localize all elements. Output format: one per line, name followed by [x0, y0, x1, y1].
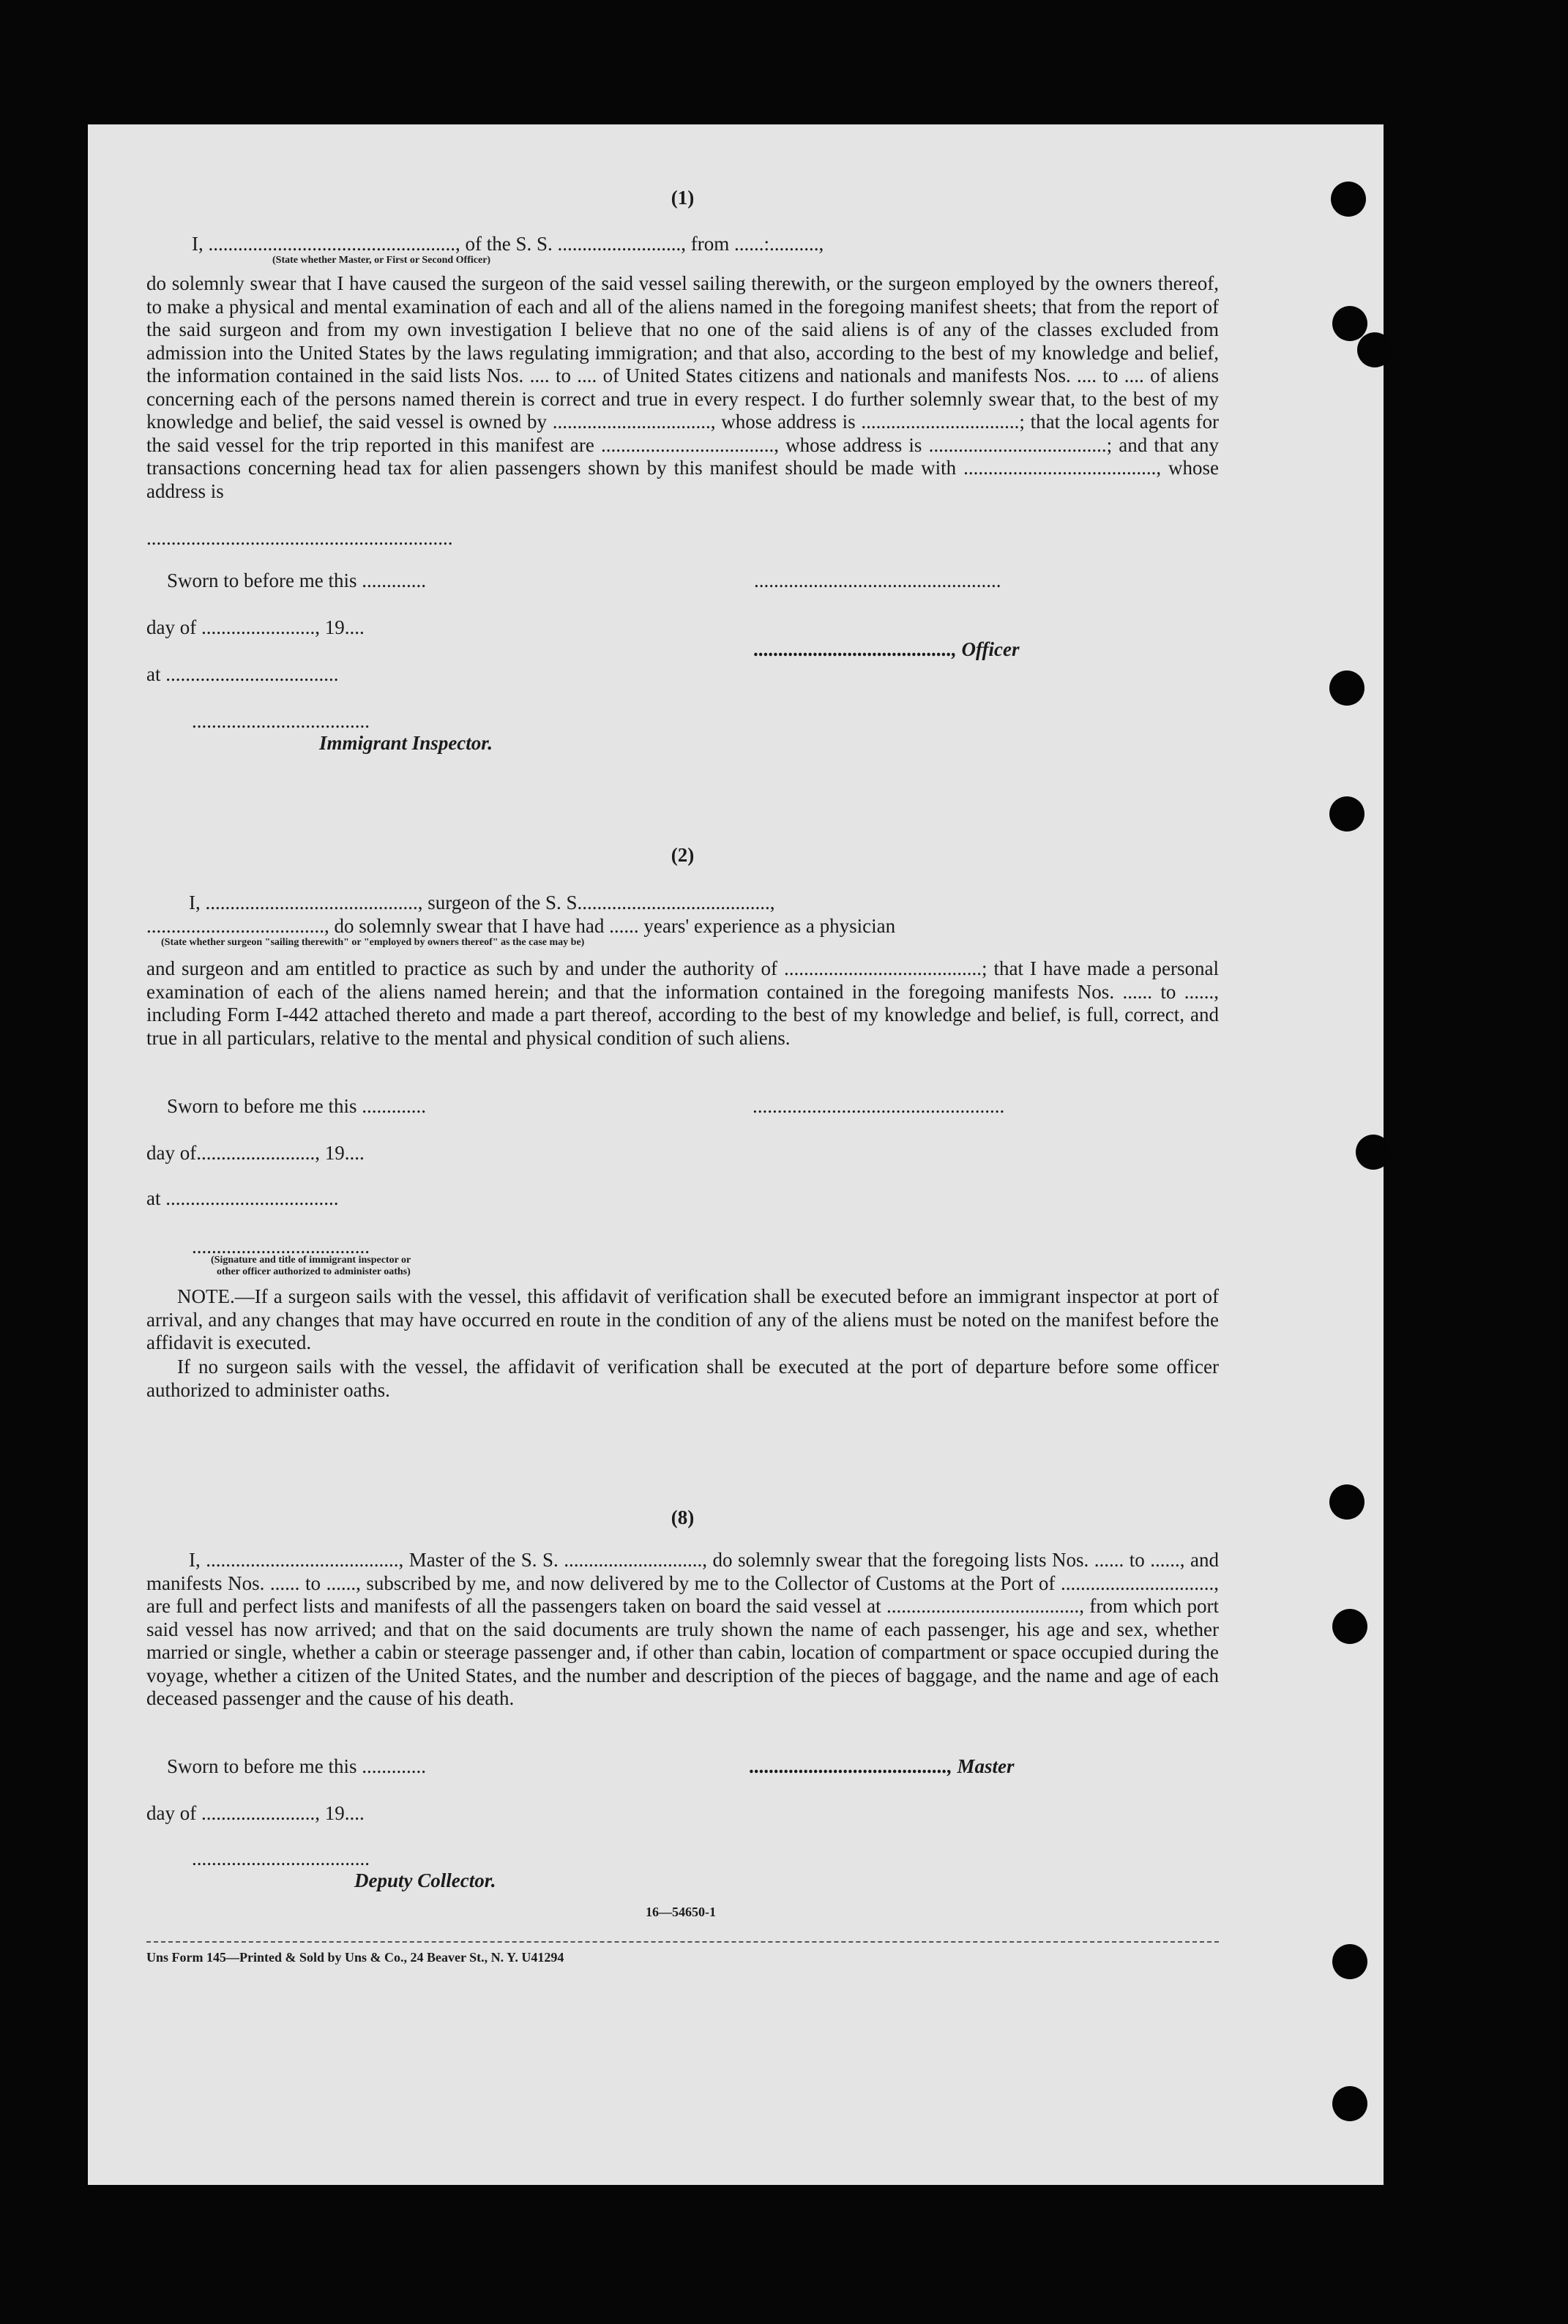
punch-hole: [1332, 306, 1367, 341]
punch-hole: [1329, 796, 1364, 832]
section-1-day: day of ......................., 19....: [146, 616, 365, 638]
section-2-official-line: ....................................: [192, 1236, 370, 1258]
punch-hole: [1331, 182, 1366, 217]
printer-line: Uns Form 145—Printed & Sold by Uns & Co., 24 Beaver St., N. Y. U41294: [146, 1950, 564, 1965]
punch-hole: [1329, 1484, 1364, 1520]
section-2-number: (2): [671, 844, 695, 866]
section-1-inspector-line: ....................................: [192, 710, 370, 732]
section-2-note-2: If no surgeon sails with the vessel, the affidavit of verification shall be executed at the port of departure before some officer authorized to administer oaths.: [146, 1356, 1219, 1401]
section-2-sign-line: ...................................................: [753, 1095, 1005, 1117]
section-3-day: day of ......................., 19....: [146, 1802, 365, 1824]
section-1-sign-line: ..................................................: [754, 569, 1001, 591]
punch-hole: [1357, 332, 1392, 367]
punch-hole: [1356, 1135, 1391, 1170]
section-1-oath-line: I, .................................................., of the S. S. ........................., from ......:..........,: [192, 233, 824, 255]
section-3-master-line: ........................................, Master: [750, 1755, 1015, 1777]
punch-hole: [1329, 670, 1364, 706]
section-3-collector-label: Deputy Collector.: [354, 1869, 496, 1891]
punch-hole: [1332, 2086, 1367, 2121]
section-2-at: at ...................................: [146, 1187, 339, 1209]
section-2-line-2: ...................................., do solemnly swear that I have had ...... years' experience as a physician: [146, 915, 896, 937]
punch-hole: [1332, 1609, 1367, 1644]
footer-divider: [146, 1941, 1219, 1943]
form-code: 16—54650-1: [646, 1905, 716, 1919]
section-1-at: at ...................................: [146, 663, 339, 685]
section-3-number: (8): [671, 1506, 695, 1528]
section-1-oath-sub: (State whether Master, or First or Second Officer): [272, 255, 491, 266]
section-2-body: and surgeon and am entitled to practice as such by and under the authority of ........................................; that I have made a personal examination of each of the aliens named herein; and that the information contained in the foregoing manifests Nos. ...... to ......, including Form I-442 attached thereto and made a part thereof, according to the best of my knowledge and belief, is full, correct, and true in all particulars, relative to the mental and physical condition of such aliens.: [146, 957, 1219, 1049]
section-1-officer-line: ........................................, Officer: [754, 638, 1020, 660]
section-3-body: I, ......................................., Master of the S. S. ............................, do solemnly swear that the foregoing lists Nos. ...... to ......, and manifests Nos. ...... to ......, subscribed by me, and now delivered by me to the Collector of Customs at the Port of ..............................., are full and perfect lists and manifests of all the passengers taken on board the said vessel at ......................................., from which port said vessel has now arrived; and that on the said documents are truly shown the name of each passenger, his age and sex, whether married or single, whether a cabin or steerage passenger and, if other than cabin, location of compartment or space occupied during the voyage, whether a citizen of the United States, and the number and description of the pieces of baggage, and the name and age of each deceased passenger and the cause of his death.: [146, 1549, 1219, 1709]
section-2-official-sub-1: (Signature and title of immigrant inspector or: [211, 1255, 411, 1266]
punch-hole: [1332, 1944, 1367, 1979]
section-1-number: (1): [671, 187, 695, 209]
section-2-day: day of........................, 19....: [146, 1142, 365, 1164]
section-2-note-1: NOTE.—If a surgeon sails with the vessel, this affidavit of verification shall be executed before an immigrant inspector at port of arrival, and any changes that may have occurred en route in the condition of any of the aliens must be noted on the manifest before the affidavit is executed.: [146, 1285, 1219, 1353]
section-1-sworn: Sworn to before me this .............: [167, 569, 426, 591]
section-1-body: do solemnly swear that I have caused the surgeon of the said vessel sailing therewith, or the surgeon employed by the owners thereof, to make a physical and mental examination of each and all of the aliens named in the foregoing manifest sheets; that from the report of the said surgeon and from my own investigation I believe that no one of the said aliens is of any of the classes excluded from admission into the United States by the laws regulating immigration; and that also, according to the best of my knowledge and belief, the information contained in the said lists Nos. .... to .... of United States citizens and nationals and manifests Nos. .... to .... of aliens concerning each of the persons named therein is correct and true in every respect. I do further solemnly swear that, to the best of my knowledge and belief, the said vessel is owned by ................................, whose address is ................................; that the local agents for the said vessel for the trip reported in this manifest are ..................................., whose address is ....................................; and that any transactions concerning head tax for alien passengers shown by this manifest should be made with ......................................., whose address is: [146, 272, 1219, 502]
section-1-inspector-label: Immigrant Inspector.: [319, 732, 493, 754]
section-1-body-tail: ..............................................................: [146, 527, 453, 549]
section-2-official-sub-2: other officer authorized to administer oaths): [217, 1266, 411, 1277]
section-2-sworn: Sworn to before me this .............: [167, 1095, 426, 1117]
section-2-line-1: I, ..........................................., surgeon of the S. S.......................................,: [189, 892, 775, 913]
section-3-collector-line: ....................................: [192, 1847, 370, 1869]
section-3-sworn: Sworn to before me this .............: [167, 1755, 426, 1777]
section-2-sub: (State whether surgeon "sailing therewith" or "employed by owners thereof" as the case may be): [161, 937, 585, 948]
